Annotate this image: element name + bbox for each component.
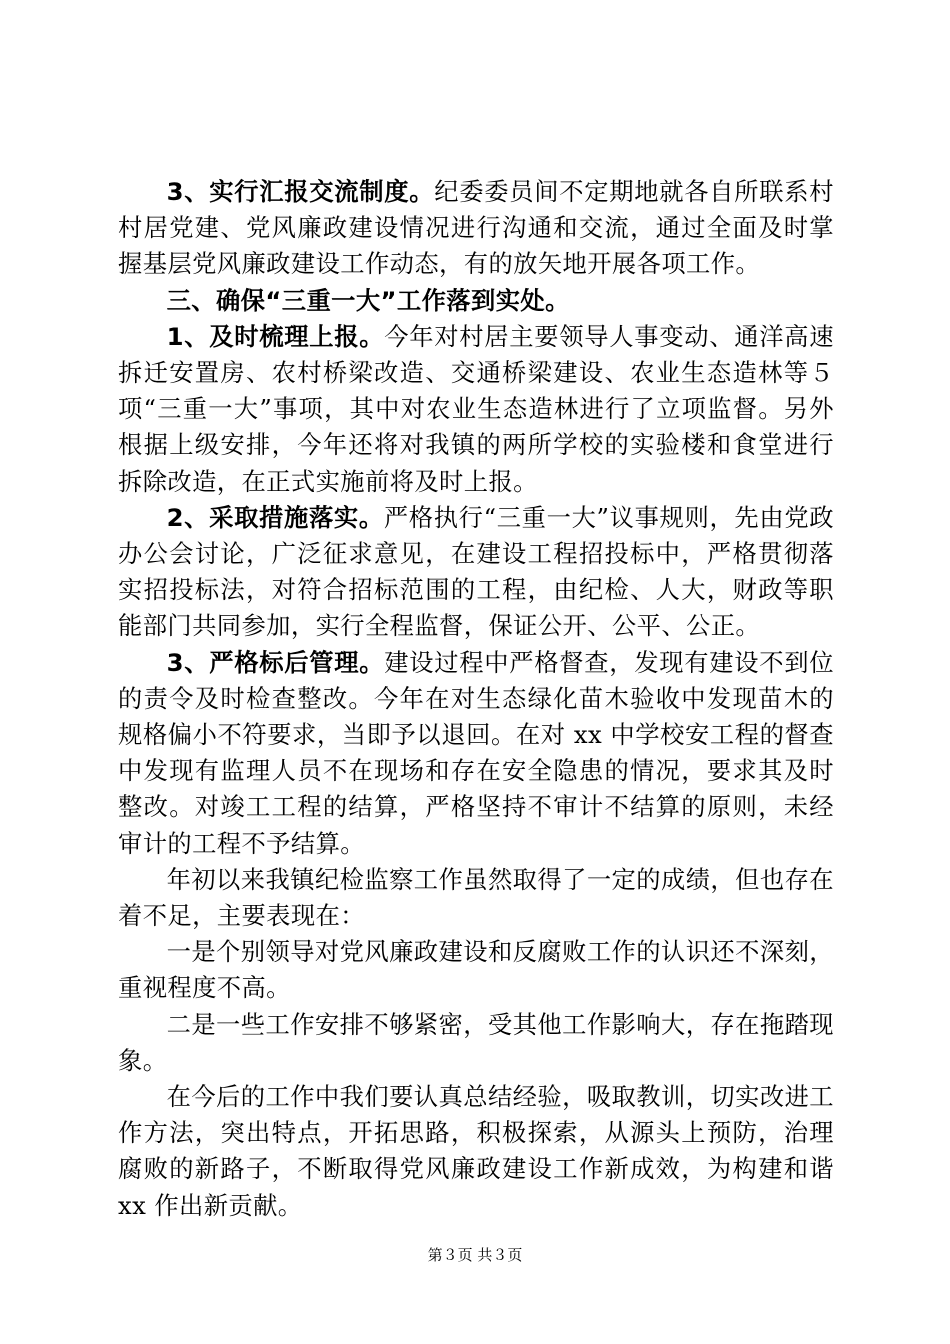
paragraph-lead: 1、及时梳理上报。 [166,321,385,351]
paragraph-lead: 2、采取措施落实。 [166,502,384,532]
paragraph-timely-report [118,319,834,500]
document-body [118,174,834,1224]
paragraph-text: 今年对村居主要领导人事变动、通洋高速拆迁安置房、农村桥梁改造、交通桥梁建设、农业生态造林等５项“三重一大”事项，其中对农业生态造林进行了立项监督。另外根据上级安排，今年还将对我镇的两所学校的实验楼和食堂进行拆除改造，在正式实施前将及时上报。 [118,321,834,496]
paragraph-measures [118,500,834,645]
paragraph-report-exchange [118,174,834,283]
paragraph-future-work: 在今后的工作中我们要认真总结经验，吸取教训，切实改进工作方法，突出特点，开拓思路，积极探索，从源头上预防，治理腐败的新路子，不断取得党风廉政建设工作新成效，为构建和谐 xx 作出新贡献。 [118,1082,834,1220]
paragraph-lead: 3、严格标后管理。 [166,647,385,677]
section-heading-three: 三、确保“三重一大”工作落到实处。 [166,285,570,315]
paragraph-text: 建设过程中严格督查，发现有建设不到位的责令及时检查整改。今年在对生态绿化苗木验收中发现苗木的规格偏小不符要求，当即予以退回。在对 xx 中学校安工程的督查中发现有监理人员不在现场和存在安全隐患的情况，要求其及时整改。对竣工工程的结算，严格坚持不审计不结算的原则，未经审计的工程不予结算。 [118,647,834,858]
paragraph-shortcoming-two: 二是一些工作安排不够紧密，受其他工作影响大，存在拖踏现象。 [118,1009,834,1075]
paragraph-text: 严格执行“三重一大”议事规则，先由党政办公会讨论，广泛征求意见，在建设工程招投标中，严格贯彻落实招投标法，对符合招标范围的工程，由纪检、人大，财政等职能部门共同参加，实行全程监督，保证公开、公平、公正。 [118,502,834,641]
page-footer: 第３页 共３页 [427,1246,523,1264]
paragraph-lead: 3、实行汇报交流制度。 [166,177,435,206]
paragraph-text: 纪委委员间不定期地就各自所联系村村居党建、党风廉政建设情况进行沟通和交流，通过全面及时掌握基层党风廉政建设工作动态，有的放矢地开展各项工作。 [118,177,834,279]
paragraph-shortcomings-intro: 年初以来我镇纪检监察工作虽然取得了一定的成绩，但也存在着不足，主要表现在： [118,864,834,931]
paragraph-post-bid-management [118,645,834,862]
paragraph-shortcoming-one: 一是个别领导对党风廉政建设和反腐败工作的认识还不深刻，重视程度不高。 [118,937,834,1003]
